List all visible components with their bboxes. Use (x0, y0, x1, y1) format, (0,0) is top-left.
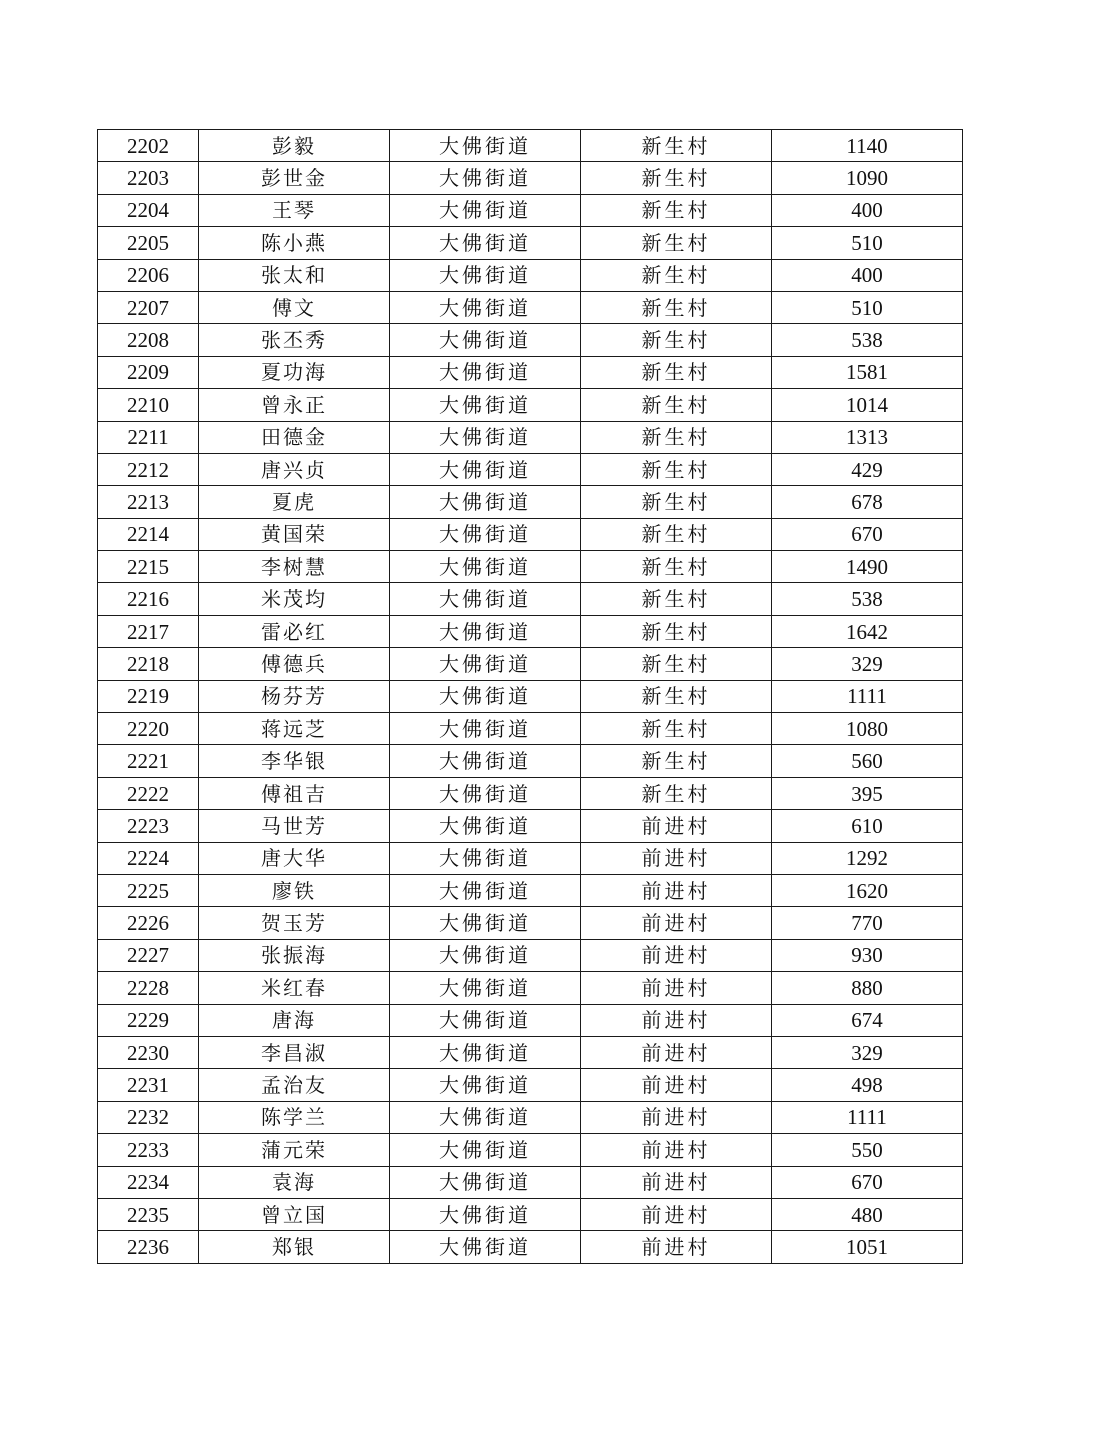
street-cell: 大佛街道 (390, 1101, 581, 1133)
village-cell: 新生村 (581, 259, 772, 291)
village-cell: 新生村 (581, 486, 772, 518)
street-cell: 大佛街道 (390, 1069, 581, 1101)
amount-cell: 550 (772, 1134, 963, 1166)
street-cell: 大佛街道 (390, 1231, 581, 1263)
amount-cell: 930 (772, 939, 963, 971)
village-cell: 新生村 (581, 130, 772, 162)
row-number-cell: 2223 (98, 810, 199, 842)
village-cell: 新生村 (581, 777, 772, 809)
name-cell: 杨芬芳 (199, 680, 390, 712)
village-cell: 前进村 (581, 842, 772, 874)
amount-cell: 329 (772, 1036, 963, 1068)
village-cell: 前进村 (581, 1069, 772, 1101)
amount-cell: 1292 (772, 842, 963, 874)
row-number-cell: 2233 (98, 1134, 199, 1166)
name-cell: 雷必红 (199, 615, 390, 647)
street-cell: 大佛街道 (390, 227, 581, 259)
name-cell: 田德金 (199, 421, 390, 453)
table-row (98, 1198, 963, 1230)
amount-cell: 674 (772, 1004, 963, 1036)
row-number-cell: 2212 (98, 453, 199, 485)
name-cell: 曾立国 (199, 1198, 390, 1230)
village-cell: 新生村 (581, 291, 772, 323)
row-number-cell: 2225 (98, 874, 199, 906)
table-row (98, 1004, 963, 1036)
village-cell: 新生村 (581, 583, 772, 615)
amount-cell: 480 (772, 1198, 963, 1230)
table-row (98, 162, 963, 194)
street-cell: 大佛街道 (390, 648, 581, 680)
row-number-cell: 2206 (98, 259, 199, 291)
table-row (98, 291, 963, 323)
name-cell: 李华银 (199, 745, 390, 777)
street-cell: 大佛街道 (390, 1198, 581, 1230)
street-cell: 大佛街道 (390, 421, 581, 453)
row-number-cell: 2222 (98, 777, 199, 809)
street-cell: 大佛街道 (390, 680, 581, 712)
amount-cell: 560 (772, 745, 963, 777)
table-row (98, 842, 963, 874)
table-row (98, 1166, 963, 1198)
street-cell: 大佛街道 (390, 777, 581, 809)
street-cell: 大佛街道 (390, 356, 581, 388)
amount-cell: 1140 (772, 130, 963, 162)
row-number-cell: 2214 (98, 518, 199, 550)
street-cell: 大佛街道 (390, 389, 581, 421)
table-row (98, 615, 963, 647)
row-number-cell: 2236 (98, 1231, 199, 1263)
row-number-cell: 2204 (98, 194, 199, 226)
name-cell: 唐海 (199, 1004, 390, 1036)
table-row (98, 227, 963, 259)
amount-cell: 1313 (772, 421, 963, 453)
amount-cell: 395 (772, 777, 963, 809)
village-cell: 新生村 (581, 680, 772, 712)
amount-cell: 670 (772, 518, 963, 550)
name-cell: 张太和 (199, 259, 390, 291)
row-number-cell: 2234 (98, 1166, 199, 1198)
row-number-cell: 2203 (98, 162, 199, 194)
table-row (98, 551, 963, 583)
name-cell: 彭世金 (199, 162, 390, 194)
village-cell: 新生村 (581, 356, 772, 388)
village-cell: 新生村 (581, 162, 772, 194)
table-row (98, 972, 963, 1004)
street-cell: 大佛街道 (390, 1134, 581, 1166)
village-cell: 新生村 (581, 389, 772, 421)
street-cell: 大佛街道 (390, 486, 581, 518)
name-cell: 夏虎 (199, 486, 390, 518)
name-cell: 王琴 (199, 194, 390, 226)
name-cell: 廖铁 (199, 874, 390, 906)
table-row (98, 777, 963, 809)
amount-cell: 678 (772, 486, 963, 518)
village-cell: 前进村 (581, 907, 772, 939)
amount-cell: 510 (772, 291, 963, 323)
amount-cell: 400 (772, 259, 963, 291)
name-cell: 张丕秀 (199, 324, 390, 356)
street-cell: 大佛街道 (390, 907, 581, 939)
village-cell: 新生村 (581, 194, 772, 226)
street-cell: 大佛街道 (390, 583, 581, 615)
street-cell: 大佛街道 (390, 810, 581, 842)
row-number-cell: 2229 (98, 1004, 199, 1036)
roster-table (97, 129, 963, 1264)
street-cell: 大佛街道 (390, 453, 581, 485)
street-cell: 大佛街道 (390, 324, 581, 356)
table-row (98, 486, 963, 518)
amount-cell: 1090 (772, 162, 963, 194)
amount-cell: 538 (772, 324, 963, 356)
row-number-cell: 2217 (98, 615, 199, 647)
row-number-cell: 2224 (98, 842, 199, 874)
village-cell: 前进村 (581, 1036, 772, 1068)
street-cell: 大佛街道 (390, 259, 581, 291)
row-number-cell: 2227 (98, 939, 199, 971)
village-cell: 新生村 (581, 453, 772, 485)
village-cell: 前进村 (581, 874, 772, 906)
table-row (98, 518, 963, 550)
name-cell: 贺玉芳 (199, 907, 390, 939)
street-cell: 大佛街道 (390, 874, 581, 906)
row-number-cell: 2221 (98, 745, 199, 777)
village-cell: 新生村 (581, 551, 772, 583)
amount-cell: 1620 (772, 874, 963, 906)
table-row (98, 194, 963, 226)
amount-cell: 1581 (772, 356, 963, 388)
row-number-cell: 2232 (98, 1101, 199, 1133)
roster-table-body (98, 130, 963, 1264)
table-row (98, 648, 963, 680)
amount-cell: 1014 (772, 389, 963, 421)
amount-cell: 498 (772, 1069, 963, 1101)
amount-cell: 429 (772, 453, 963, 485)
row-number-cell: 2228 (98, 972, 199, 1004)
street-cell: 大佛街道 (390, 1036, 581, 1068)
name-cell: 米茂均 (199, 583, 390, 615)
name-cell: 黄国荣 (199, 518, 390, 550)
name-cell: 傅德兵 (199, 648, 390, 680)
village-cell: 前进村 (581, 972, 772, 1004)
table-row (98, 324, 963, 356)
name-cell: 曾永正 (199, 389, 390, 421)
name-cell: 彭毅 (199, 130, 390, 162)
table-row (98, 453, 963, 485)
row-number-cell: 2202 (98, 130, 199, 162)
table-row (98, 874, 963, 906)
street-cell: 大佛街道 (390, 291, 581, 323)
amount-cell: 1111 (772, 680, 963, 712)
name-cell: 陈小燕 (199, 227, 390, 259)
table-row (98, 680, 963, 712)
table-row (98, 939, 963, 971)
row-number-cell: 2215 (98, 551, 199, 583)
name-cell: 唐兴贞 (199, 453, 390, 485)
amount-cell: 770 (772, 907, 963, 939)
street-cell: 大佛街道 (390, 842, 581, 874)
table-row (98, 713, 963, 745)
village-cell: 前进村 (581, 810, 772, 842)
table-row (98, 810, 963, 842)
street-cell: 大佛街道 (390, 1166, 581, 1198)
amount-cell: 400 (772, 194, 963, 226)
row-number-cell: 2220 (98, 713, 199, 745)
name-cell: 傅文 (199, 291, 390, 323)
row-number-cell: 2216 (98, 583, 199, 615)
table-row (98, 421, 963, 453)
street-cell: 大佛街道 (390, 162, 581, 194)
village-cell: 前进村 (581, 1166, 772, 1198)
row-number-cell: 2209 (98, 356, 199, 388)
village-cell: 前进村 (581, 1101, 772, 1133)
row-number-cell: 2231 (98, 1069, 199, 1101)
row-number-cell: 2235 (98, 1198, 199, 1230)
street-cell: 大佛街道 (390, 551, 581, 583)
village-cell: 新生村 (581, 227, 772, 259)
row-number-cell: 2205 (98, 227, 199, 259)
name-cell: 陈学兰 (199, 1101, 390, 1133)
village-cell: 前进村 (581, 1134, 772, 1166)
name-cell: 唐大华 (199, 842, 390, 874)
village-cell: 新生村 (581, 324, 772, 356)
table-row (98, 1231, 963, 1263)
row-number-cell: 2211 (98, 421, 199, 453)
amount-cell: 1080 (772, 713, 963, 745)
name-cell: 孟治友 (199, 1069, 390, 1101)
amount-cell: 1051 (772, 1231, 963, 1263)
village-cell: 前进村 (581, 1231, 772, 1263)
name-cell: 李树慧 (199, 551, 390, 583)
amount-cell: 329 (772, 648, 963, 680)
street-cell: 大佛街道 (390, 745, 581, 777)
row-number-cell: 2230 (98, 1036, 199, 1068)
name-cell: 李昌淑 (199, 1036, 390, 1068)
name-cell: 马世芳 (199, 810, 390, 842)
street-cell: 大佛街道 (390, 130, 581, 162)
table-row (98, 356, 963, 388)
village-cell: 前进村 (581, 1004, 772, 1036)
village-cell: 新生村 (581, 713, 772, 745)
name-cell: 蒋远芝 (199, 713, 390, 745)
street-cell: 大佛街道 (390, 713, 581, 745)
table-row (98, 259, 963, 291)
name-cell: 夏功海 (199, 356, 390, 388)
amount-cell: 510 (772, 227, 963, 259)
row-number-cell: 2213 (98, 486, 199, 518)
name-cell: 米红春 (199, 972, 390, 1004)
name-cell: 郑银 (199, 1231, 390, 1263)
amount-cell: 1111 (772, 1101, 963, 1133)
amount-cell: 538 (772, 583, 963, 615)
row-number-cell: 2210 (98, 389, 199, 421)
row-number-cell: 2226 (98, 907, 199, 939)
row-number-cell: 2208 (98, 324, 199, 356)
street-cell: 大佛街道 (390, 1004, 581, 1036)
table-row (98, 130, 963, 162)
amount-cell: 880 (772, 972, 963, 1004)
table-row (98, 907, 963, 939)
amount-cell: 610 (772, 810, 963, 842)
table-row (98, 389, 963, 421)
amount-cell: 1642 (772, 615, 963, 647)
row-number-cell: 2218 (98, 648, 199, 680)
village-cell: 新生村 (581, 615, 772, 647)
row-number-cell: 2219 (98, 680, 199, 712)
table-row (98, 1036, 963, 1068)
table-row (98, 1134, 963, 1166)
name-cell: 蒲元荣 (199, 1134, 390, 1166)
street-cell: 大佛街道 (390, 518, 581, 550)
village-cell: 前进村 (581, 939, 772, 971)
name-cell: 张振海 (199, 939, 390, 971)
street-cell: 大佛街道 (390, 939, 581, 971)
village-cell: 前进村 (581, 1198, 772, 1230)
village-cell: 新生村 (581, 648, 772, 680)
table-row (98, 745, 963, 777)
table-row (98, 1069, 963, 1101)
village-cell: 新生村 (581, 518, 772, 550)
name-cell: 傅祖吉 (199, 777, 390, 809)
table-row (98, 583, 963, 615)
village-cell: 新生村 (581, 745, 772, 777)
street-cell: 大佛街道 (390, 615, 581, 647)
street-cell: 大佛街道 (390, 972, 581, 1004)
name-cell: 袁海 (199, 1166, 390, 1198)
street-cell: 大佛街道 (390, 194, 581, 226)
village-cell: 新生村 (581, 421, 772, 453)
table-row (98, 1101, 963, 1133)
amount-cell: 670 (772, 1166, 963, 1198)
row-number-cell: 2207 (98, 291, 199, 323)
amount-cell: 1490 (772, 551, 963, 583)
